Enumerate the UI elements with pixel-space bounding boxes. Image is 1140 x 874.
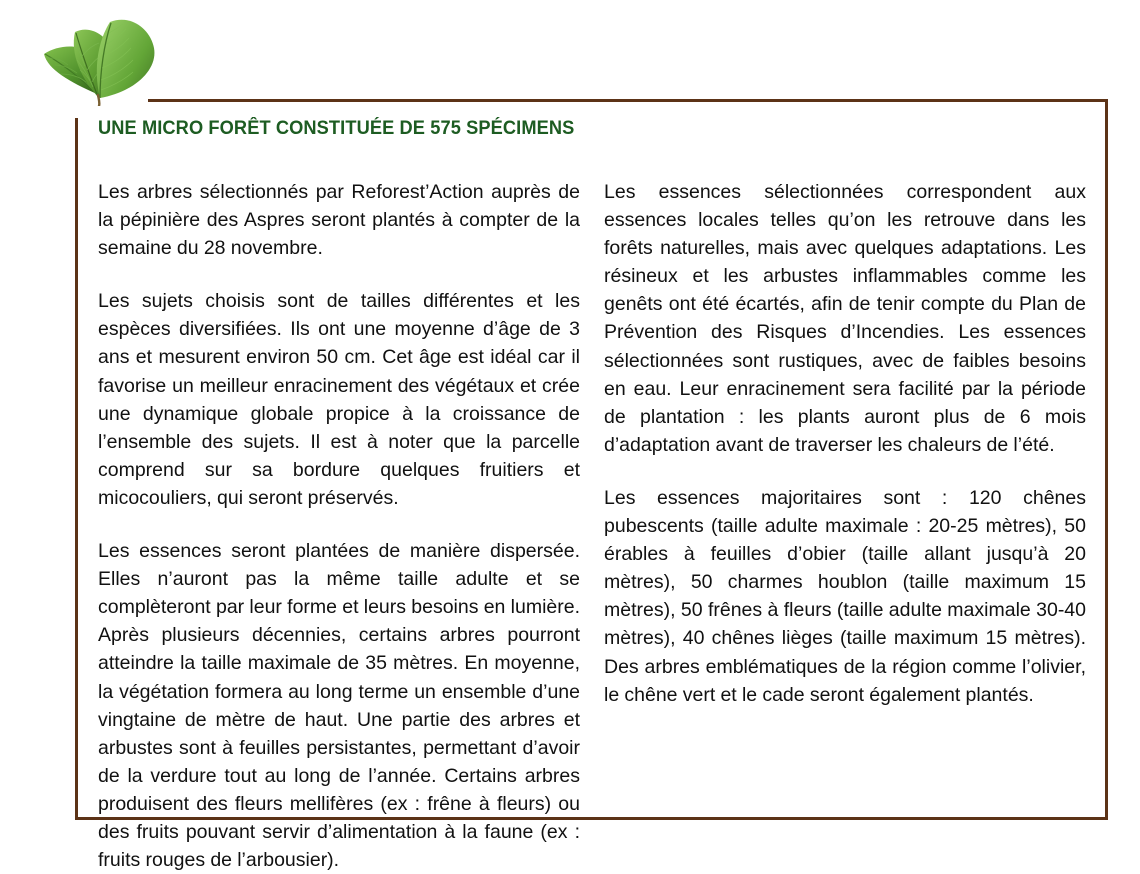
left-column bbox=[98, 178, 580, 874]
leaf-middle bbox=[74, 30, 114, 97]
panel-content bbox=[98, 111, 1086, 872]
panel-border-top bbox=[148, 99, 1108, 102]
paragraph: Les essences seront plantées de manière dispersée. Elles n’auront pas la même taille adulte et se complèteront par leur forme et leurs besoins en lumière. Après plusieurs décennies, certains arbres pourront atteindre la taille maximale de 35 mètres. En moyenne, la végétation formera au long terme un ensemble d’une vingtaine de mètre de haut. Une partie des arbres et arbustes sont à feuilles persistantes, permettant d’avoir de la verdure tout au long de l’année. Certains arbres produisent des fleurs mellifères (ex : frêne à fleurs) ou des fruits pouvant servir d’alimentation à la faune (ex : fruits rouges de l’arbousier). bbox=[98, 540, 580, 872]
page-title: UNE MICRO FORÊT CONSTITUÉE DE 575 SPÉCIMENS bbox=[98, 118, 575, 139]
panel-border-right bbox=[1105, 99, 1108, 820]
leaf-right bbox=[97, 20, 155, 98]
paragraph: Les essences majoritaires sont : 120 chênes pubescents (taille adulte maximale : 20-25 mètres), 50 érables à feuilles d’obier (taille allant jusqu’à 20 mètres), 50 charmes houblon (taille maximum 15 mètres), 50 frênes à fleurs (taille adulte maximale 30-40 mètres), 40 chênes lièges (taille maximum 15 mètres). Des arbres emblématiques de la région comme l’olivier, le chêne vert et le cade seront également plantés. bbox=[604, 486, 1086, 706]
paragraph: Les sujets choisis sont de tailles différentes et les espèces diversifiées. Ils ont une moyenne d’âge de 3 ans et mesurent environ 50 cm. Cet âge est idéal car il favorise un meilleur enracinement des végétaux et crée une dynamique globale propice à la croissance de l’ensemble des sujets. Il est à noter que la parcelle comprend sur sa bordure quelques fruitiers et micocouliers, qui seront préservés. bbox=[98, 290, 580, 509]
paragraph: Les arbres sélectionnés par Reforest’Action auprès de la pépinière des Aspres seront plantés à compter de la semaine du 28 novembre. bbox=[98, 181, 580, 260]
right-column bbox=[604, 178, 1086, 709]
paragraph: Les essences sélectionnées correspondent aux essences locales telles qu’on les retrouve dans les forêts naturelles, mais avec quelques adaptations. Les résineux et les arbustes inflammables comme les genêts ont été écartés, afin de tenir compte du Plan de Prévention des Risques d’Incendies. Les essences sélectionnées sont rustiques, avec de faibles besoins en eau. Leur enracinement sera facilité par la période de plantation : les plants auront plus de 6 mois d’adaptation avant de traverser les chaleurs de l’été. bbox=[604, 181, 1086, 456]
leaf-left bbox=[44, 47, 98, 94]
panel-border-left bbox=[75, 118, 78, 820]
article-panel bbox=[75, 99, 1108, 872]
article-columns bbox=[98, 178, 1086, 874]
green-leaf-illustration bbox=[34, 2, 166, 106]
